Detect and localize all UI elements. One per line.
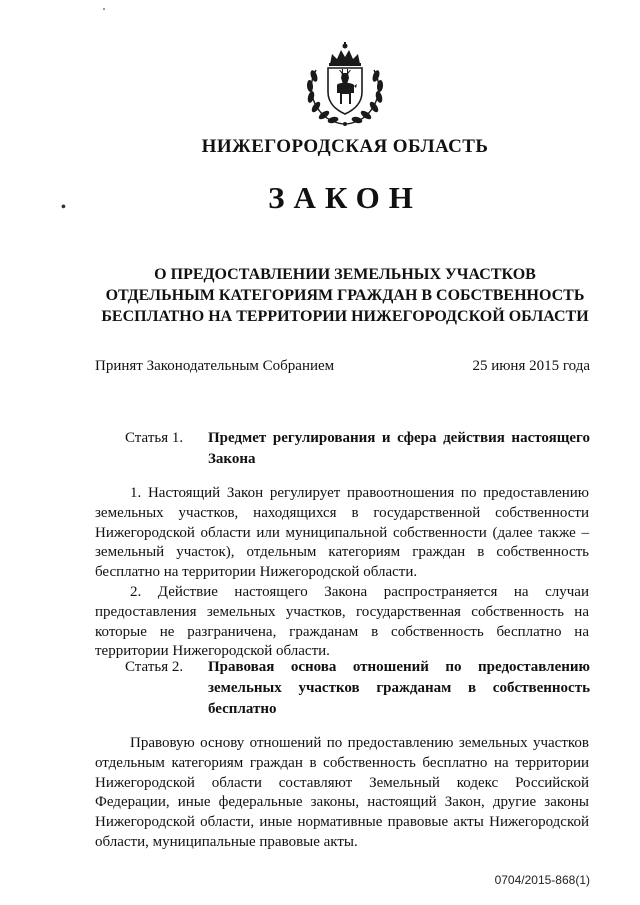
region-name: НИЖЕГОРОДСКАЯ ОБЛАСТЬ (201, 136, 489, 157)
article-body (95, 734, 589, 853)
paragraph: 2. Действие настоящего Закона распространяется на случаи предоставления земельных участков, государственная собственность на которые не разграничена, гражданам в собственность бесплатно на территории Нижегородской области. (95, 583, 589, 660)
nizhny-novgorod-coat-of-arms-icon (302, 40, 388, 128)
article-number: Статья 1. (125, 430, 184, 446)
document-number: 0704/2015-868(1) (494, 873, 590, 887)
law-title (70, 264, 620, 327)
adopted-by: Принят Законодательным Собранием (95, 358, 335, 374)
article-title: Правовая основа отношений по предоставлению земельных участков гражданам в собственность бесплатно (208, 659, 590, 717)
paragraph: Правовую основу отношений по предоставлению земельных участков отдельным категориям граждан в собственность бесплатно на территории Нижегородской области составляют Земельный кодекс Российской Федерации, иные федеральные законы, настоящий Закон, другие законы Нижегородской области, иные нормативные правовые акты Нижегородской области, муниципальные правовые акты. (95, 735, 589, 850)
article-number: Статья 2. (125, 659, 184, 675)
article-body (95, 484, 589, 662)
stray-mark: • (61, 200, 66, 215)
document-type: ЗАКОН (268, 180, 422, 215)
adopted-date: 25 июня 2015 года (472, 358, 590, 374)
law-title-line: БЕСПЛАТНО НА ТЕРРИТОРИИ НИЖЕГОРОДСКОЙ ОБЛАСТИ (101, 308, 589, 325)
article-heading (125, 657, 590, 720)
law-title-line: О ПРЕДОСТАВЛЕНИИ ЗЕМЕЛЬНЫХ УЧАСТКОВ (154, 266, 536, 283)
adoption-line (95, 358, 590, 375)
article-heading (125, 428, 590, 470)
article-title: Предмет регулирования и сфера действия настоящего Закона (208, 430, 590, 467)
scan-speck (103, 8, 105, 10)
paragraph: 1. Настоящий Закон регулирует правоотношения по предоставлению земельных участков, находящихся в государственной собственности Нижегородской области или муниципальной собственности (далее также – земельный участок), отдельным категориям граждан в собственность бесплатно на территории Нижегородской области. (95, 485, 589, 581)
law-title-line: ОТДЕЛЬНЫМ КАТЕГОРИЯМ ГРАЖДАН В СОБСТВЕННОСТЬ (105, 287, 585, 304)
